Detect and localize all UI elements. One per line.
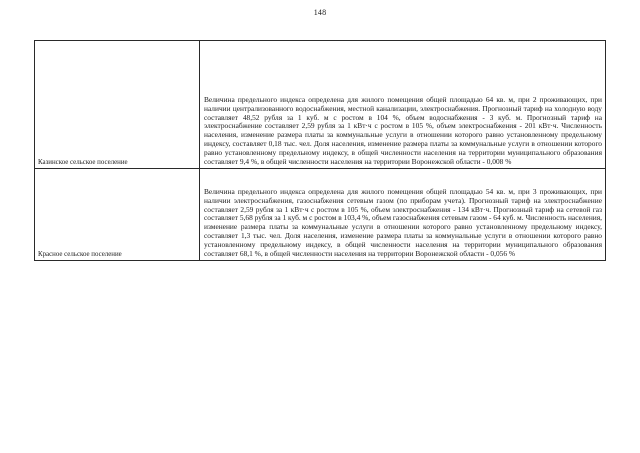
settlement-description: Величина предельного индекса определена для жилого помещения общей площадью 54 кв. м, при 3 проживающих, при наличии электроснабжения, газоснабжения сетевым газом (по приборам учета). Прогнозный тариф на электроснабжение составляет 2,59 рубля за 1 кВт·ч с ростом в 105 %, объем электроснабжения - 134 кВт·ч. Прогнозный тариф на сетевой газ составляет 5,68 рубля за 1 куб. м с ростом в 103,4 %, объем газоснабжения сетевым газом - 64 куб. м. Численность населения, изменение размера платы за коммунальные услуги в отношении которого равно установленному предельному индексу, составляет 1,3 тыс. чел. Доля населения, изменение размера платы за коммунальные услуги в отношении которого равно установленному предельному индексу, в общей численности населения на территории муниципального образования составляет 68,1 %, в общей численности населения на территории Воронежской области - 0,056 % bbox=[204, 186, 602, 259]
settlement-description-cell bbox=[200, 169, 606, 261]
table-row bbox=[35, 169, 606, 261]
settlements-table bbox=[34, 40, 606, 261]
settlement-name-cell: Казинское сельское поселение bbox=[35, 41, 200, 169]
settlement-description: Величина предельного индекса определена для жилого помещения общей площадью 64 кв. м, при 2 проживающих, при наличии централизованного водоснабжения, местной канализации, электроснабжения. Прогнозный тариф на холодную воду составляет 48,52 рубля за 1 куб. м с ростом в 104 %, объем водоснабжения - 3 куб. м. Прогнозный тариф на электроснабжение составляет 2,59 рубля за 1 кВт·ч с ростом в 105 %, объем электроснабжения - 201 кВт·ч. Численность населения, изменение размера платы за коммунальные услуги в отношении которого равно установленному предельному индексу, составляет 0,18 тыс. чел. Доля населения, изменение размера платы за коммунальные услуги в отношении которого равно установленному предельному индексу, в общей численности населения на территории муниципального образования составляет 9,4 %, в общей численности населения на территории Воронежской области - 0,008 % bbox=[204, 94, 602, 167]
settlement-name-cell: Красное сельское поселение bbox=[35, 169, 200, 261]
settlement-description-cell bbox=[200, 41, 606, 169]
table-row bbox=[35, 41, 606, 169]
page-number: 148 bbox=[313, 8, 327, 17]
